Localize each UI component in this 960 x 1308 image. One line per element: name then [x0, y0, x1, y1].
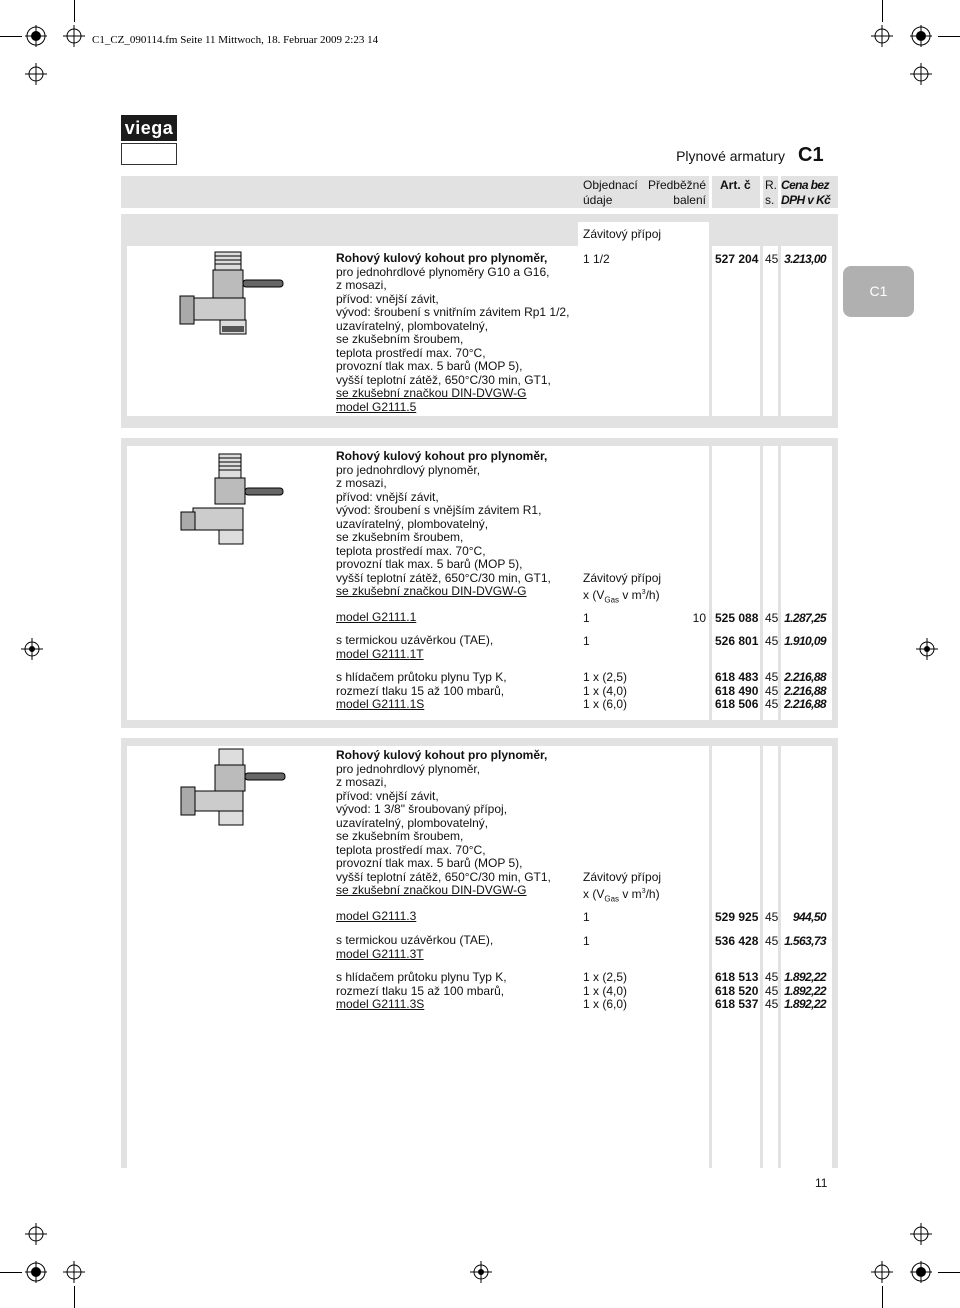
page-number: 11 — [815, 1176, 828, 1190]
desc-line: vývod: šroubení s vnějším závitem R1, — [336, 503, 542, 517]
rs-values: 45 45 45 — [765, 970, 779, 1011]
col-rs: R. s. — [765, 178, 777, 207]
registration-mark-icon — [63, 1261, 85, 1283]
model-link[interactable]: model G2111.5 — [336, 399, 417, 414]
model-link[interactable]: model G2111.3 — [336, 909, 417, 923]
art-number: 525 088 — [715, 611, 759, 625]
product-title: Rohový kulový kohout pro plynoměr, — [336, 449, 548, 463]
crop-line — [938, 36, 960, 37]
registration-mark-icon — [21, 638, 43, 660]
pack-value: 10 — [692, 611, 706, 625]
desc-line: provozní tlak max. 5 barů (MOP 5), — [336, 557, 523, 571]
section-price-panel — [781, 246, 832, 416]
desc-line: uzavíratelný, plombovatelný, — [336, 516, 489, 531]
rs-value: 45 — [765, 252, 779, 266]
col-order: Objednací údaje — [583, 178, 638, 207]
column-divider — [709, 176, 712, 208]
order-values: 1 x (2,5) 1 x (4,0) 1 x (6,0) — [583, 970, 628, 1011]
order-value: 1 — [583, 934, 590, 948]
section-art-panel — [712, 746, 760, 1168]
crop-line — [0, 36, 22, 37]
section-order-panel — [578, 746, 709, 1168]
order-value: 1 1/2 — [583, 252, 610, 266]
order-values: 1 x (2,5) 1 x (4,0) 1 x (6,0) — [583, 670, 628, 711]
section-price-panel — [781, 746, 832, 1168]
rs-value: 45 — [765, 611, 779, 625]
variant-description: s hlídačem průtoku plynu Typ K, rozmezí tlaku 15 až 100 mbarů, model G2111.3S — [336, 970, 507, 1011]
connection-header: Závitový přípoj x ($V_{Gas}$ v $m^3/h$) — [583, 571, 662, 604]
registration-mark-icon — [470, 1261, 492, 1283]
variant-description: s hlídačem průtoku plynu Typ K, rozmezí tlaku 15 až 100 mbarů, model G2111.1S — [336, 670, 507, 711]
registration-mark-icon — [910, 1223, 932, 1245]
ball-valve-image-1 — [175, 250, 295, 345]
desc-line: se zkušebním šroubem, — [336, 530, 464, 544]
order-value: 1 — [583, 611, 590, 625]
art-number: 536 428 — [715, 934, 759, 948]
side-tab: C1 — [843, 266, 914, 317]
desc-line: pro jednohrdlový plynoměr, — [336, 761, 481, 776]
desc-line: vyšší teplotní zátěž, 650°C/30 min, GT1, — [336, 372, 551, 387]
registration-mark-icon — [25, 1223, 47, 1245]
model-link[interactable]: model G2111.3T — [336, 946, 424, 961]
desc-line: teplota prostředí max. 70°C, — [336, 345, 486, 360]
section-rs-panel — [763, 246, 778, 416]
ball-valve-image-2 — [175, 452, 295, 552]
registration-mark-icon — [25, 25, 47, 47]
prices: 1.892,22 1.892,22 1.892,22 — [784, 970, 826, 1011]
rs-value: 45 — [765, 634, 779, 648]
crop-line — [882, 0, 883, 22]
registration-mark-icon — [910, 25, 932, 47]
price: 3.213,00 — [784, 252, 826, 266]
price: 1.563,73 — [784, 934, 826, 948]
model-link[interactable]: model G2111.3S — [336, 997, 425, 1011]
registration-mark-icon — [25, 63, 47, 85]
price: 944,50 — [792, 910, 826, 924]
desc-line: přívod: vnější závit, — [336, 489, 439, 504]
registration-mark-icon — [910, 1261, 932, 1283]
art-numbers: 618 513 618 520 618 537 — [715, 970, 759, 1011]
art-number: 529 925 — [715, 910, 759, 924]
col-pack: Předběžné balení — [647, 178, 706, 207]
registration-mark-icon — [871, 25, 893, 47]
file-header: C1_CZ_090114.fm Seite 11 Mittwoch, 18. Februar 2009 2:23 14 — [92, 34, 379, 46]
desc-line: provozní tlak max. 5 barů (MOP 5), — [336, 359, 523, 373]
connection-header: Závitový přípoj — [583, 227, 662, 241]
registration-mark-icon — [910, 63, 932, 85]
desc-line: vyšší teplotní zátěž, 650°C/30 min, GT1, — [336, 570, 551, 585]
section-art-panel — [712, 246, 760, 416]
desc-line: vyšší teplotní zátěž, 650°C/30 min, GT1, — [336, 869, 551, 884]
desc-line: vývod: 1 3/8" šroubovaný přípoj, — [336, 802, 508, 816]
registration-mark-icon — [63, 25, 85, 47]
logo-underbox — [121, 143, 177, 165]
connection-header: Závitový přípoj x ($V_{Gas}$ v $m^3/h$) — [583, 870, 662, 903]
crop-line — [74, 0, 75, 22]
product-title: Rohový kulový kohout pro plynoměr, — [336, 748, 548, 762]
desc-line: vývod: šroubení s vnitřním závitem Rp1 1/2, — [336, 305, 570, 319]
section-description — [336, 252, 569, 414]
certification-line: se zkušební značkou DIN-DVGW-G — [336, 386, 527, 400]
variant-description: s termickou uzávěrkou (TAE), model G2111.3T — [336, 933, 494, 961]
crop-line — [938, 1272, 960, 1273]
ball-valve-image-3 — [175, 745, 295, 835]
desc-line: se zkušebním šroubem, — [336, 829, 464, 843]
crop-line — [882, 1286, 883, 1308]
desc-line: přívod: vnější závit, — [336, 788, 439, 803]
product-title: Rohový kulový kohout pro plynoměr, — [336, 251, 548, 265]
order-value: 1 — [583, 910, 590, 924]
registration-mark-icon — [916, 638, 938, 660]
desc-line: pro jednohrdlové plynoměry G10 a G16, — [336, 264, 550, 279]
certification-line: se zkušební značkou DIN-DVGW-G — [336, 584, 527, 598]
art-number: 527 204 — [715, 252, 759, 266]
desc-line: provozní tlak max. 5 barů (MOP 5), — [336, 856, 523, 870]
rs-value: 45 — [765, 934, 779, 948]
registration-mark-icon — [25, 1261, 47, 1283]
model-link[interactable]: model G2111.1 — [336, 610, 417, 624]
viega-logo: viega — [121, 115, 177, 141]
model-link[interactable]: model G2111.1S — [336, 697, 425, 711]
price: 1.910,09 — [784, 634, 826, 648]
certification-line: se zkušební značkou DIN-DVGW-G — [336, 883, 527, 897]
desc-line: teplota prostředí max. 70°C, — [336, 842, 486, 857]
desc-line: z mosazi, — [336, 476, 387, 490]
desc-line: uzavíratelný, plombovatelný, — [336, 318, 489, 333]
desc-line: pro jednohrdlový plynoměr, — [336, 462, 481, 477]
desc-line: přívod: vnější závit, — [336, 291, 439, 306]
rs-values: 45 45 45 — [765, 670, 779, 711]
desc-line: z mosazi, — [336, 278, 387, 292]
order-value: 1 — [583, 634, 590, 648]
desc-line: teplota prostředí max. 70°C, — [336, 543, 486, 558]
desc-line: uzavíratelný, plombovatelný, — [336, 815, 489, 830]
rs-value: 45 — [765, 910, 779, 924]
variant-description: s termickou uzávěrkou (TAE), model G2111.1T — [336, 633, 494, 661]
desc-line: z mosazi, — [336, 775, 387, 789]
col-art: Art. č — [720, 178, 751, 192]
page-title: Plynové armatury — [676, 148, 785, 164]
art-number: 526 801 — [715, 634, 759, 648]
registration-mark-icon — [871, 1261, 893, 1283]
section-description — [336, 749, 551, 898]
desc-line: se zkušebním šroubem, — [336, 332, 464, 346]
page-code: C1 — [798, 144, 824, 166]
col-price: Cena bez DPH v Kč — [781, 178, 831, 207]
price: 1.287,25 — [784, 611, 826, 625]
prices: 2.216,88 2.216,88 2.216,88 — [784, 670, 826, 711]
section-description — [336, 450, 551, 599]
column-divider — [760, 176, 763, 208]
section-rs-panel — [763, 746, 778, 1168]
art-numbers: 618 483 618 490 618 506 — [715, 670, 759, 711]
crop-line — [0, 1272, 22, 1273]
model-link[interactable]: model G2111.1T — [336, 646, 424, 661]
crop-line — [74, 1286, 75, 1308]
